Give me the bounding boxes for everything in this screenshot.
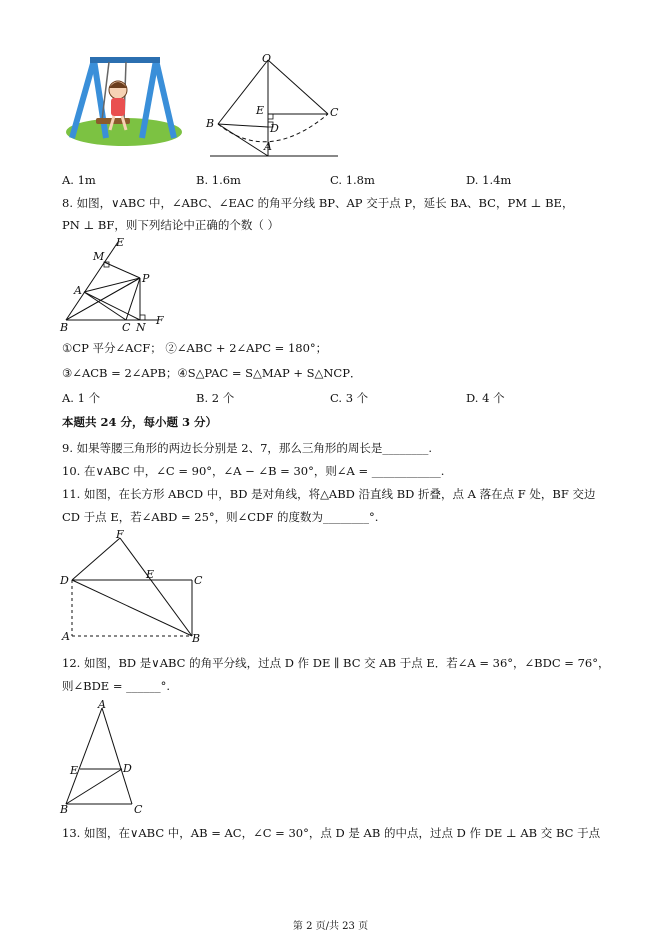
- q12-geometry-figure: [60, 700, 155, 815]
- label-P: P: [142, 272, 150, 285]
- label-A: A: [264, 140, 272, 153]
- q8-statement-line2: ③∠ACB = 2∠APB；④S△PAC = S△MAP + S△NCP．: [62, 366, 362, 380]
- label-E: E: [256, 104, 265, 117]
- label-M: M: [93, 250, 105, 263]
- label-B: B: [206, 117, 215, 130]
- q11-line1: 11. 如图，在长方形 ABCD 中，BD 是对角线，将△ABD 沿直线 BD 折叠，点 A 落在点 F 处，BF 交边: [62, 487, 596, 501]
- q8-geometry-figure: [60, 238, 170, 333]
- label-B: B: [192, 632, 201, 645]
- label-D: D: [60, 574, 69, 587]
- label-F: F: [116, 528, 124, 541]
- page-footer: 第 2 页/共 23 页: [292, 921, 369, 932]
- label-A: A: [74, 284, 82, 297]
- label-O: O: [262, 52, 272, 65]
- label-C: C: [134, 803, 143, 816]
- q9-text: 9. 如果等腰三角形的两边长分别是 2、7，那么三角形的周长是________.: [62, 441, 433, 455]
- label-D: D: [270, 122, 279, 135]
- label-F: F: [156, 314, 164, 327]
- label-E: E: [116, 236, 125, 249]
- label-E: E: [146, 568, 155, 581]
- q11-line2: CD 于点 E，若∠ABD = 25°，则∠CDF 的度数为________°.: [62, 510, 379, 524]
- label-C: C: [330, 106, 339, 119]
- label-E: E: [70, 764, 79, 777]
- q8-option-d: D. 4 个: [466, 391, 505, 405]
- q7-option-c: C. 1.8m: [330, 173, 375, 187]
- swing-illustration: [64, 50, 194, 160]
- q8-statement-line1: ①CP 平分∠ACF； ②∠ABC + 2∠APC = 180°；: [62, 341, 328, 355]
- q11-geometry-figure: [58, 530, 208, 645]
- q13-line1: 13. 如图，在∨ABC 中，AB = AC，∠C = 30°，点 D 是 AB 的中点，过点 D 作 DE ⊥ AB 交 BC 于点: [62, 826, 601, 840]
- q8-option-a: A. 1 个: [62, 391, 101, 405]
- q8-stem-line2: PN ⊥ BF，则下列结论中正确的个数（ ）: [62, 218, 280, 232]
- label-D: D: [123, 762, 132, 775]
- q12-line1: 12. 如图，BD 是∨ABC 的角平分线，过点 D 作 DE ∥ BC 交 AB 于点 E．若∠A = 36°，∠BDC = 76°，: [62, 656, 610, 670]
- q8-option-c: C. 3 个: [330, 391, 369, 405]
- label-A: A: [98, 698, 106, 711]
- label-A: A: [62, 630, 70, 643]
- q12-line2: 则∠BDE = ______°.: [62, 679, 171, 693]
- label-N: N: [136, 321, 146, 334]
- q7-option-d: D. 1.4m: [466, 173, 512, 187]
- label-B: B: [60, 321, 69, 334]
- label-B: B: [60, 803, 69, 816]
- q8-option-b: B. 2 个: [196, 391, 235, 405]
- q7-option-a: A. 1m: [62, 173, 96, 187]
- q7-geometry-figure: [206, 52, 346, 162]
- label-C: C: [122, 321, 131, 334]
- q7-option-b: B. 1.6m: [196, 173, 241, 187]
- q8-stem-line1: 8. 如图，∨ABC 中，∠ABC、∠EAC 的角平分线 BP、AP 交于点 P，延长 BA、BC，PM ⊥ BE，: [62, 196, 574, 210]
- section-title: 本题共 24 分，每小题 3 分）: [62, 415, 218, 429]
- label-C: C: [194, 574, 203, 587]
- q10-text: 10. 在∨ABC 中，∠C = 90°，∠A − ∠B = 30°，则∠A = ____________.: [62, 464, 445, 478]
